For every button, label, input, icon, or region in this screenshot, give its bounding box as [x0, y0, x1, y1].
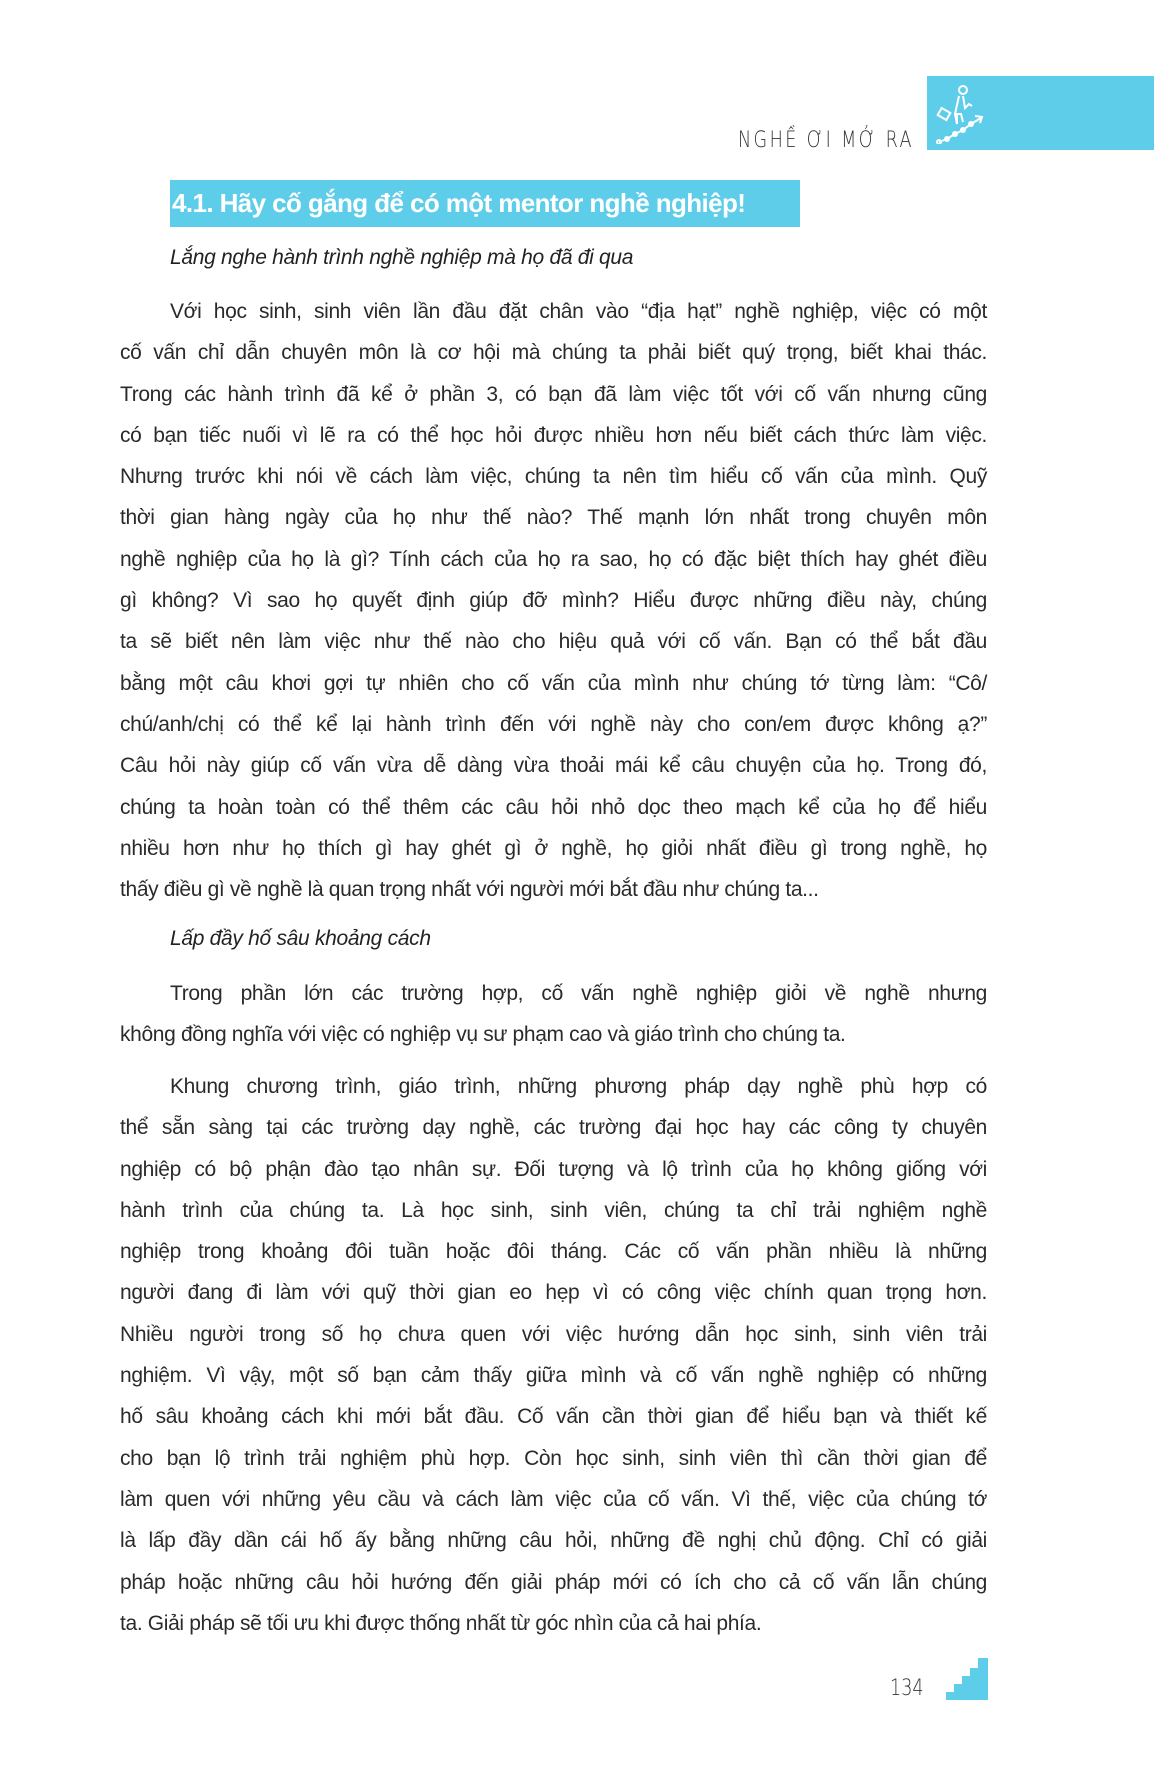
text-line: ta. Giải pháp sẽ tối ưu khi được thống nhất từ góc nhìn của cả hai phía. [120, 1611, 762, 1635]
text-line: ta sẽ biết nên làm việc như thế nào cho hiệu quả với cố vấn. Bạn có thể bắt đầu [120, 630, 987, 654]
text-line: Trong phần lớn các trường hợp, cố vấn nghề nghiệp giỏi về nghề nhưng [170, 982, 987, 1005]
text-line: thể sẵn sàng tại các trường dạy nghề, các trường đại học hay các công ty chuyên [120, 1116, 987, 1140]
text-line: cố vấn chỉ dẫn chuyên môn là cơ hội mà chúng ta phải biết quý trọng, biết khai thác. [120, 341, 987, 365]
text-line: pháp hoặc những câu hỏi hướng đến giải pháp mới có ích cho cả cố vấn lẫn chúng [120, 1570, 987, 1594]
businessman-climbing-stairs-icon [935, 84, 995, 144]
text-line: cho bạn lộ trình trải nghiệm phù hợp. Còn học sinh, sinh viên thì cần thời gian để [120, 1446, 987, 1470]
text-line: nghề nghiệp của họ là gì? Tính cách của họ ra sao, họ có đặc biệt thích hay ghét điều [120, 547, 987, 571]
text-line: nghiệp trong khoảng đôi tuần hoặc đôi tháng. Các cố vấn phần nhiều là những [120, 1240, 987, 1264]
text-line: hành trình của chúng ta. Là học sinh, sinh viên, chúng ta chỉ trải nghiệm nghề [120, 1198, 987, 1222]
book-title: NGHỀ ƠI MỞ RA [738, 128, 914, 153]
text-line: làm quen với những yêu cầu và cách làm việc của cố vấn. Vì thế, việc của chúng tớ [120, 1487, 987, 1511]
text-line: người đang đi làm với quỹ thời gian eo hẹp vì có công việc chính quan trọng hơn. [120, 1281, 987, 1305]
text-line: gì không? Vì sao họ quyết định giúp đỡ mình? Hiểu được những điều này, chúng [120, 589, 987, 613]
paragraph [120, 973, 987, 1056]
text-line: thời gian hàng ngày của họ như thế nào? Thế mạnh lớn nhất trong chuyên môn [120, 506, 987, 530]
text-line: thấy điều gì về nghề là quan trọng nhất với người mới bắt đầu như chúng ta... [120, 878, 819, 902]
text-line: nghiệp có bộ phận đào tạo nhân sự. Đối tượng và lộ trình của họ không giống với [120, 1157, 987, 1181]
text-line: bằng một câu khơi gợi tự nhiên cho cố vấn của mình như chúng tớ từng làm: “Cô/ [120, 671, 987, 695]
text-line: Câu hỏi này giúp cố vấn vừa dễ dàng vừa thoải mái kể câu chuyện của họ. Trong đó, [120, 754, 987, 778]
header-banner [927, 76, 1154, 150]
section-heading: 4.1. Hãy cố gắng để có một mentor nghề nghiệp! [170, 180, 800, 227]
text-line: hố sâu khoảng cách khi mới bắt đầu. Cố vấn cần thời gian để hiểu bạn và thiết kế [120, 1405, 987, 1429]
text-line: là lấp đầy dần cái hố ấy bằng những câu hỏi, những đề nghị chủ động. Chỉ có giải [120, 1529, 987, 1553]
text-line: Với học sinh, sinh viên lần đầu đặt chân vào “địa hạt” nghề nghiệp, việc có một [170, 300, 987, 323]
stairs-icon [946, 1658, 988, 1700]
paragraph [120, 291, 987, 910]
text-line: chúng ta hoàn toàn có thể thêm các câu hỏi nhỏ dọc theo mạch kể của họ để hiểu [120, 795, 987, 819]
paragraph [120, 1066, 987, 1644]
text-line: nghiệm. Vì vậy, một số bạn cảm thấy giữa mình và cố vấn nghề nghiệp có những [120, 1364, 987, 1388]
text-line: Khung chương trình, giáo trình, những phương pháp dạy nghề phù hợp có [170, 1075, 987, 1098]
subheading: Lấp đầy hố sâu khoảng cách [170, 927, 431, 950]
text-line: nhiều hơn như họ thích gì hay ghét gì ở nghề, họ giỏi nhất điều gì trong nghề, họ [120, 836, 987, 860]
page-number: 134 [890, 1676, 924, 1701]
text-line: Nhưng trước khi nói về cách làm việc, chúng ta nên tìm hiểu cố vấn của mình. Quỹ [120, 465, 987, 489]
text-line: có bạn tiếc nuối vì lẽ ra có thể học hỏi được nhiều hơn nếu biết cách thức làm việc. [120, 423, 987, 447]
text-line: Nhiều người trong số họ chưa quen với việc hướng dẫn học sinh, sinh viên trải [120, 1322, 987, 1346]
text-line: không đồng nghĩa với việc có nghiệp vụ sư phạm cao và giáo trình cho chúng ta. [120, 1023, 846, 1047]
text-line: Trong các hành trình đã kể ở phần 3, có bạn đã làm việc tốt với cố vấn nhưng cũng [120, 382, 987, 406]
subheading: Lắng nghe hành trình nghề nghiệp mà họ đã đi qua [170, 246, 634, 269]
text-line: chú/anh/chị có thể kể lại hành trình đến với nghề này cho con/em được không ạ?” [120, 712, 987, 736]
